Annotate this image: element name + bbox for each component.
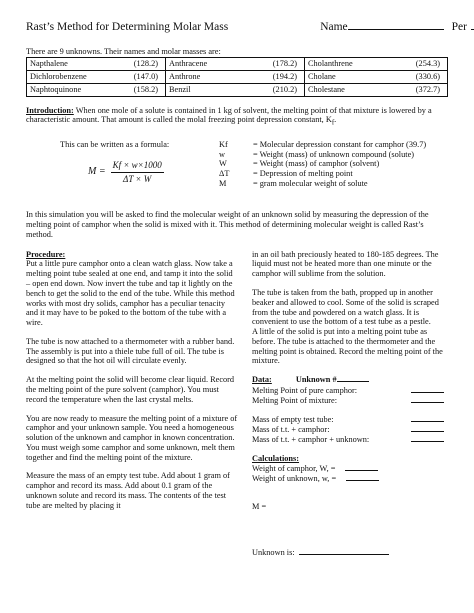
mass-unknown-row	[252, 435, 448, 445]
mass-empty-blank[interactable]	[411, 415, 444, 422]
mp-mixture-row	[252, 396, 448, 406]
period-field[interactable]	[452, 20, 474, 35]
unknown-number-blank[interactable]	[337, 375, 369, 382]
mass-camphor-row	[252, 425, 448, 435]
unknown-number-label: Unknown #	[295, 375, 337, 385]
formula-equation	[88, 160, 164, 184]
weight-unknown-row	[252, 474, 448, 484]
unknown-name: Cholestane	[308, 84, 345, 94]
procedure-step-3: At the melting point the solid will become clear liquid. Record the melting point of the pure solvent (camphor). You must record the temperature when the last crystal melts.	[26, 375, 235, 404]
unknown-is-row	[252, 548, 448, 558]
unknown-molar-mass: (178.2)	[272, 59, 297, 69]
mass-unknown-label: Mass of t.t. + camphor + unknown:	[252, 435, 370, 444]
definition-symbol: w	[219, 149, 225, 159]
procedure-left-column	[26, 250, 238, 558]
formula-block	[26, 138, 448, 202]
simulation-paragraph: In this simulation you will be asked to find the molecular weight of an unknown solid by measuring the depression of the melting point of camphor when the solid is mixed with it. This method of determining molecular weight is called Rast’s method.	[26, 210, 429, 239]
procedure-step-8: A little of the solid is put into a melting point tube as before. The tube is attached to the thermometer and the melting point is obtained. Record the melting point of the mixture.	[252, 327, 443, 366]
mp-camphor-row	[252, 386, 448, 396]
procedure-step-6: in an oil bath preciously heated to 180-185 degrees. The liquid must not be heated more than one minute or the camphor will sublime from the solution.	[252, 249, 439, 279]
procedure-step-7: The tube is taken from the bath, propped up in another beaker and allowed to cool. Some of the solid is scraped from the tube and powdered on a watch glass. It is convenient to use the bottom of a test tube as a pestle.	[252, 287, 439, 327]
per-label: Per	[451, 21, 467, 33]
mass-camphor-label: Mass of t.t. + camphor:	[252, 425, 330, 434]
unknown-molar-mass: (194.2)	[272, 72, 297, 82]
data-heading: Data:	[252, 375, 272, 385]
definition-text: = Depression of melting point	[253, 169, 353, 179]
unknown-cell	[305, 58, 448, 71]
weight-camphor-blank[interactable]	[345, 464, 378, 471]
definition-symbol: ΔT	[219, 169, 230, 179]
unknown-molar-mass: (254.3)	[415, 59, 440, 69]
definition-row	[219, 150, 426, 160]
weight-camphor-row	[252, 464, 448, 474]
introduction-heading: Introduction:	[26, 105, 74, 115]
unknown-is-label: Unknown is:	[252, 547, 295, 557]
formula-lhs: M =	[88, 166, 106, 178]
name-label: Name	[320, 21, 348, 33]
procedure-heading: Procedure:	[26, 249, 66, 259]
unknown-name: Cholane	[308, 72, 336, 82]
unknown-cell	[27, 58, 166, 71]
definition-text: = Molecular depression constant for camphor (39.7)	[253, 140, 427, 150]
unknowns-intro: There are 9 unknowns. Their names and molar masses are:	[26, 46, 221, 56]
introduction-text: When one mole of a solute is contained in 1 kg of solvent, the melting point of that mixture is lowered by a characteristic amount. That amount is called the molal freezing point depression constant, K	[26, 105, 432, 125]
unknown-molar-mass: (372.7)	[415, 84, 440, 94]
definition-row	[219, 159, 426, 169]
header	[26, 20, 467, 35]
introduction-subscript: f	[331, 120, 335, 128]
formula-lead: This can be written as a formula:	[60, 140, 170, 150]
unknown-molar-mass: (210.2)	[272, 84, 297, 94]
introduction-paragraph	[26, 106, 448, 129]
unknown-is-blank[interactable]	[299, 548, 389, 555]
mp-camphor-label: Melting Point of pure camphor:	[252, 386, 358, 395]
unknown-molar-mass: (158.2)	[133, 84, 158, 94]
mass-camphor-blank[interactable]	[411, 425, 444, 432]
procedure-columns	[26, 250, 448, 558]
definition-row	[219, 169, 426, 179]
unknown-molar-mass: (330.6)	[415, 72, 440, 82]
m-result-label: M =	[252, 501, 267, 511]
unknowns-row	[27, 83, 448, 96]
definition-row	[219, 140, 426, 150]
unknown-cell	[166, 71, 305, 84]
unknown-cell	[305, 71, 448, 84]
name-blank-line	[348, 20, 444, 30]
unknowns-row	[27, 58, 448, 71]
unknown-molar-mass: (147.0)	[133, 72, 158, 82]
definition-symbol: M	[219, 178, 227, 188]
unknowns-row	[27, 71, 448, 84]
procedure-right-column	[252, 250, 448, 558]
mass-empty-label: Mass of empty test tube:	[252, 415, 334, 424]
unknowns-table	[26, 57, 448, 96]
data-heading-row	[252, 375, 448, 385]
unknown-name: Benzil	[169, 84, 191, 94]
unknown-name: Naphtoquinone	[30, 84, 82, 94]
formula-denominator: ΔT × W	[123, 173, 152, 184]
unknown-cell	[166, 58, 305, 71]
mass-unknown-blank[interactable]	[411, 435, 444, 442]
formula-fraction	[111, 160, 164, 184]
mp-mixture-label: Melting Point of mixture:	[252, 396, 338, 405]
definition-text: = Weight (mass) of camphor (solvent)	[253, 159, 380, 169]
m-result-row	[252, 502, 448, 512]
unknown-name: Anthrone	[169, 72, 201, 82]
unknown-molar-mass: (128.2)	[133, 59, 158, 69]
unknown-name: Anthracene	[169, 59, 208, 69]
definition-symbol: Kf	[219, 140, 228, 150]
unknown-name: Napthalene	[30, 59, 68, 69]
calculations-heading: Calculations:	[252, 454, 300, 463]
unknown-cell	[27, 83, 166, 96]
definition-row	[219, 179, 426, 189]
procedure-step-2: The tube is now attached to a thermometer with a rubber band. The assembly is put into a thiele tube full of oil. The tube is designed so that the hot oil will circulate evenly.	[26, 336, 235, 366]
procedure-step-4: You are now ready to measure the melting point of a mixture of camphor and your unknown sample. You need a homogeneous solution of the unknown and camphor in known concentration. You must weigh some camphor and some unknown, melt them together and find the melting point of the mixture.	[26, 413, 238, 462]
formula-numerator: Kf × w×1000	[111, 160, 164, 173]
name-field[interactable]	[320, 20, 443, 35]
procedure-step-1: Put a little pure camphor onto a clean watch glass. Now take a melting point tube sealed at one end, and tamp it into the solid – open end down. Now invert the tube and tap it lightly on the bench to get the solid to the end of the tube. While this method works with most dry solids, camphor has a peculiar tenacity and it may have to be poked to the bottom of the tube with a wire.	[26, 259, 235, 328]
unknown-name: Dichlorobenzene	[30, 72, 87, 82]
formula-definitions	[219, 140, 426, 188]
mp-mixture-blank[interactable]	[411, 396, 444, 403]
mp-camphor-blank[interactable]	[411, 386, 444, 393]
mass-empty-row	[252, 415, 448, 425]
unknown-cell	[166, 83, 305, 96]
unknown-cell	[305, 83, 448, 96]
definition-text: = Weight (mass) of unknown compound (solute)	[253, 149, 415, 159]
introduction-end: .	[334, 115, 337, 125]
unknown-name: Cholanthrene	[308, 59, 353, 69]
weight-camphor-label: Weight of camphor, W, =	[252, 463, 336, 473]
definition-symbol: W	[219, 159, 227, 169]
definition-text: = gram molecular weight of solute	[253, 178, 368, 188]
page-title: Rast’s Method for Determining Molar Mass	[26, 21, 229, 33]
weight-unknown-blank[interactable]	[346, 474, 379, 481]
procedure-step-5: Measure the mass of an empty test tube. Add about 1 gram of camphor and record its mass. Add about 0.1 gram of the unknown solute and record its mass. The contents of the test tube are melted by placing it	[26, 471, 230, 510]
weight-unknown-label: Weight of unknown, w, =	[252, 473, 337, 483]
unknown-cell	[27, 71, 166, 84]
